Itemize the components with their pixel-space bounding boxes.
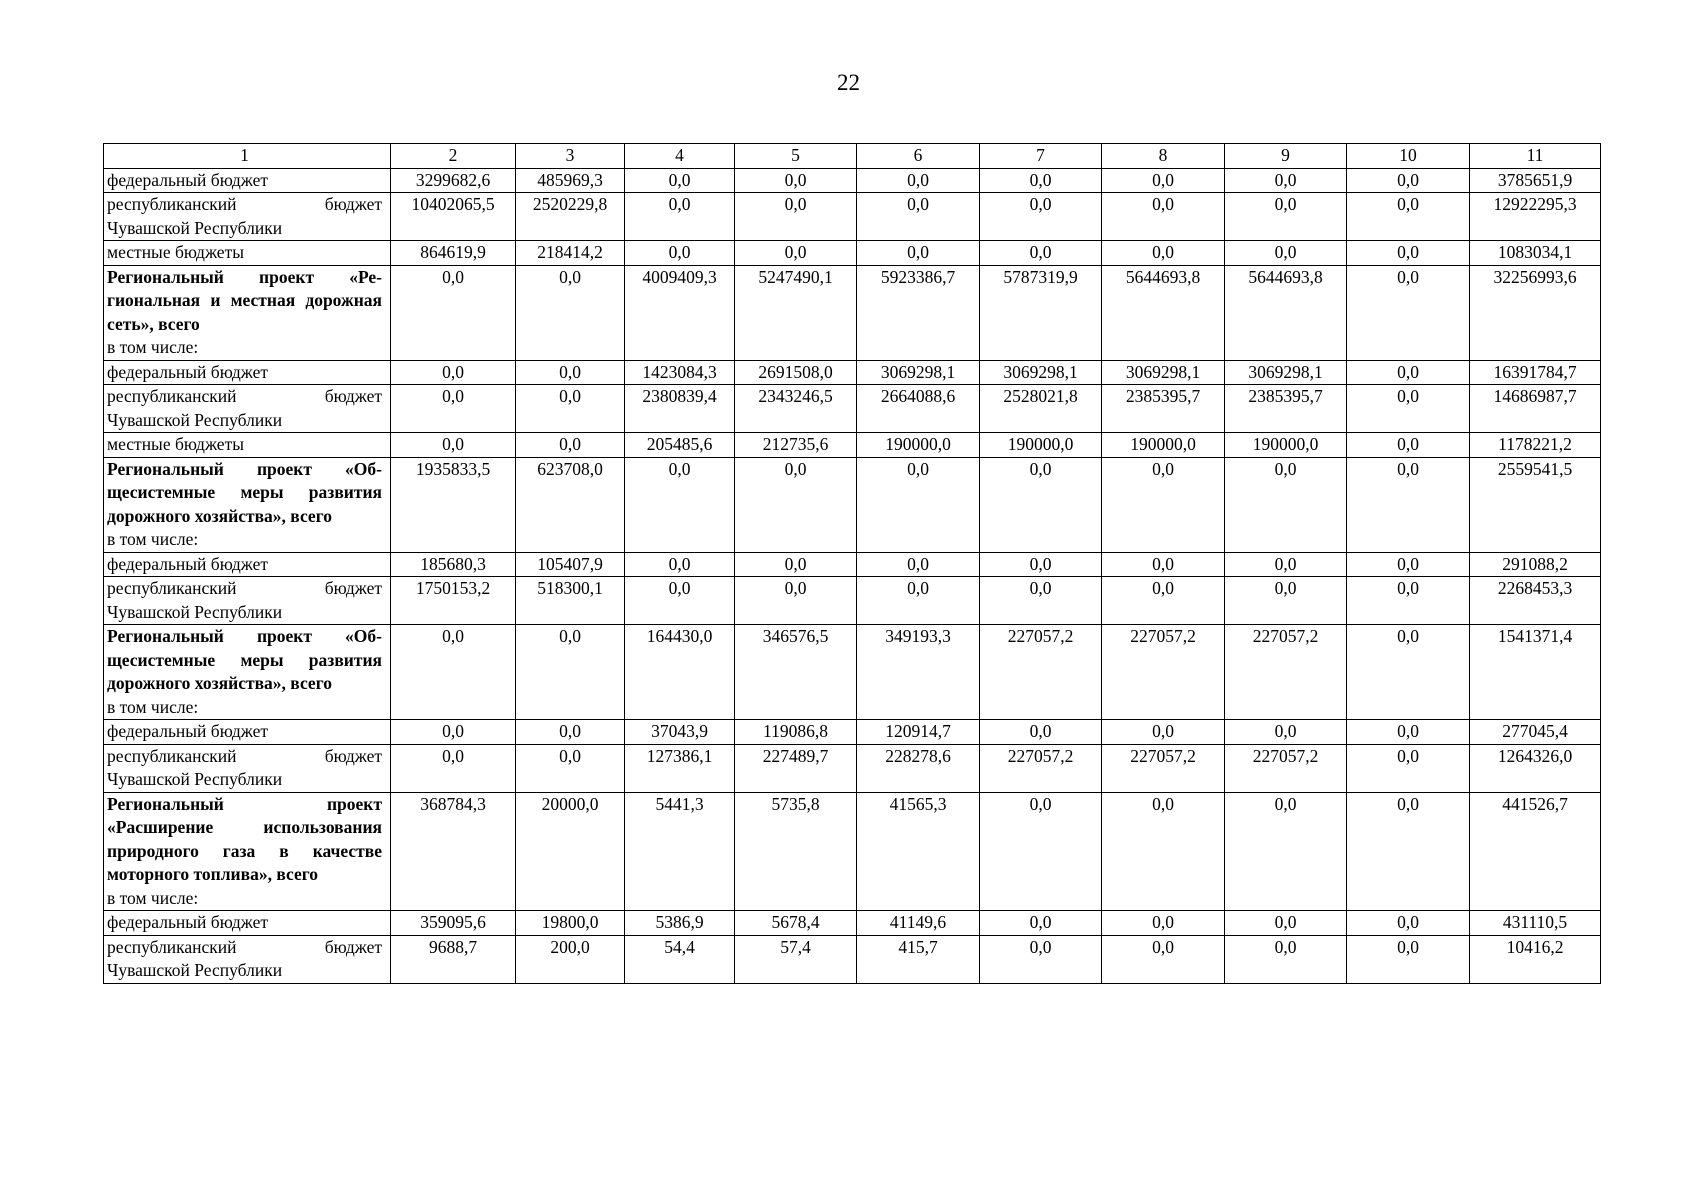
value-cell: 2380839,4	[625, 385, 735, 433]
value-cell: 10402065,5	[391, 193, 516, 241]
including-note: в том числе:	[107, 887, 199, 908]
value-cell: 0,0	[980, 720, 1102, 745]
budget-source-label: республиканский бюджет Чувашской Республики	[107, 194, 382, 238]
value-cell: 218414,2	[516, 241, 625, 266]
value-cell: 5787319,9	[980, 265, 1102, 360]
value-cell: 200,0	[516, 935, 625, 983]
value-cell: 0,0	[391, 385, 516, 433]
value-cell: 2559541,5	[1470, 457, 1601, 552]
value-cell: 2664088,6	[857, 385, 980, 433]
value-cell: 0,0	[1347, 457, 1470, 552]
value-cell: 227057,2	[980, 625, 1102, 720]
project-title: Региональный проект «Общесистемные меры развития дорожного хозяйства», всего	[107, 626, 382, 693]
value-cell: 0,0	[1347, 577, 1470, 625]
value-cell: 0,0	[1347, 625, 1470, 720]
value-cell: 0,0	[1102, 457, 1225, 552]
project-total-row	[104, 792, 1601, 911]
value-cell: 0,0	[1102, 911, 1225, 936]
budget-source-label: республиканский бюджет Чувашской Республики	[107, 578, 382, 622]
value-cell: 0,0	[857, 193, 980, 241]
value-cell: 0,0	[980, 577, 1102, 625]
value-cell: 228278,6	[857, 744, 980, 792]
budget-source-label: федеральный бюджет	[107, 912, 269, 932]
value-cell: 190000,0	[1225, 433, 1347, 458]
value-cell: 0,0	[735, 577, 857, 625]
value-cell: 5386,9	[625, 911, 735, 936]
project-title: Региональный проект «Общесистемные меры развития дорожного хозяйства», всего	[107, 458, 382, 526]
value-cell: 120914,7	[857, 720, 980, 745]
budget-source-row	[104, 911, 1601, 936]
value-cell: 5441,3	[625, 792, 735, 911]
row-label-cell	[104, 552, 391, 577]
budget-source-row	[104, 935, 1601, 983]
column-number-header: 7	[980, 144, 1102, 169]
value-cell: 5678,4	[735, 911, 857, 936]
project-title: Региональный проект «Региональная и местная дорожная сеть», всего	[107, 266, 382, 334]
value-cell: 0,0	[516, 265, 625, 360]
value-cell: 291088,2	[1470, 552, 1601, 577]
column-number-header: 5	[735, 144, 857, 169]
budget-source-label: республиканский бюджет Чувашской Республики	[107, 386, 382, 430]
row-label-cell	[104, 720, 391, 745]
row-label-cell	[104, 433, 391, 458]
value-cell: 5735,8	[735, 792, 857, 911]
column-number-header: 11	[1470, 144, 1601, 169]
value-cell: 349193,3	[857, 625, 980, 720]
value-cell: 1935833,5	[391, 457, 516, 552]
value-cell: 0,0	[625, 552, 735, 577]
row-label-cell	[104, 265, 391, 360]
value-cell: 0,0	[1102, 552, 1225, 577]
budget-source-row	[104, 360, 1601, 385]
value-cell: 5247490,1	[735, 265, 857, 360]
value-cell: 227489,7	[735, 744, 857, 792]
value-cell: 2385395,7	[1102, 385, 1225, 433]
value-cell: 10416,2	[1470, 935, 1601, 983]
row-label-cell	[104, 193, 391, 241]
value-cell: 0,0	[980, 457, 1102, 552]
value-cell: 0,0	[1347, 911, 1470, 936]
project-total-row	[104, 457, 1601, 552]
value-cell: 0,0	[857, 457, 980, 552]
value-cell: 0,0	[1102, 193, 1225, 241]
value-cell: 5644693,8	[1225, 265, 1347, 360]
column-number-header: 8	[1102, 144, 1225, 169]
value-cell: 0,0	[980, 241, 1102, 266]
value-cell: 227057,2	[1102, 625, 1225, 720]
value-cell: 0,0	[1225, 457, 1347, 552]
value-cell: 518300,1	[516, 577, 625, 625]
value-cell: 0,0	[980, 552, 1102, 577]
value-cell: 105407,9	[516, 552, 625, 577]
value-cell: 0,0	[1225, 935, 1347, 983]
value-cell: 0,0	[857, 552, 980, 577]
value-cell: 0,0	[1347, 744, 1470, 792]
value-cell: 0,0	[1347, 241, 1470, 266]
budget-source-label: федеральный бюджет	[107, 721, 269, 741]
value-cell: 0,0	[391, 433, 516, 458]
budget-source-row	[104, 433, 1601, 458]
value-cell: 1423084,3	[625, 360, 735, 385]
project-title: Региональный проект «Расширение использования природного газа в качестве моторного топлива», всего	[107, 793, 382, 884]
value-cell: 0,0	[1347, 360, 1470, 385]
value-cell: 227057,2	[980, 744, 1102, 792]
including-note: в том числе:	[107, 696, 199, 717]
value-cell: 0,0	[516, 625, 625, 720]
value-cell: 368784,3	[391, 792, 516, 911]
value-cell: 54,4	[625, 935, 735, 983]
value-cell: 164430,0	[625, 625, 735, 720]
value-cell: 3785651,9	[1470, 168, 1601, 193]
value-cell: 2343246,5	[735, 385, 857, 433]
value-cell: 1264326,0	[1470, 744, 1601, 792]
value-cell: 0,0	[980, 911, 1102, 936]
value-cell: 14686987,7	[1470, 385, 1601, 433]
row-label-cell	[104, 457, 391, 552]
value-cell: 1083034,1	[1470, 241, 1601, 266]
value-cell: 415,7	[857, 935, 980, 983]
value-cell: 5644693,8	[1102, 265, 1225, 360]
value-cell: 185680,3	[391, 552, 516, 577]
value-cell: 0,0	[516, 744, 625, 792]
budget-source-label: республиканский бюджет Чувашской Республики	[107, 745, 382, 789]
value-cell: 1750153,2	[391, 577, 516, 625]
value-cell: 277045,4	[1470, 720, 1601, 745]
value-cell: 16391784,7	[1470, 360, 1601, 385]
value-cell: 0,0	[1225, 792, 1347, 911]
value-cell: 0,0	[1225, 720, 1347, 745]
value-cell: 0,0	[391, 625, 516, 720]
row-label-cell	[104, 577, 391, 625]
value-cell: 0,0	[516, 433, 625, 458]
budget-source-row	[104, 577, 1601, 625]
budget-source-row	[104, 168, 1601, 193]
value-cell: 864619,9	[391, 241, 516, 266]
value-cell: 0,0	[857, 168, 980, 193]
value-cell: 127386,1	[625, 744, 735, 792]
budget-table	[103, 143, 1601, 984]
value-cell: 0,0	[735, 457, 857, 552]
page-number: 22	[837, 70, 860, 95]
project-total-row	[104, 625, 1601, 720]
budget-source-label: местные бюджеты	[107, 434, 244, 454]
including-note: в том числе:	[107, 337, 199, 357]
value-cell: 9688,7	[391, 935, 516, 983]
value-cell: 0,0	[516, 720, 625, 745]
column-number-header: 10	[1347, 144, 1470, 169]
value-cell: 0,0	[516, 360, 625, 385]
budget-source-label: федеральный бюджет	[107, 553, 269, 574]
column-number-header: 9	[1225, 144, 1347, 169]
value-cell: 0,0	[1347, 385, 1470, 433]
project-total-row	[104, 265, 1601, 360]
budget-source-row	[104, 720, 1601, 745]
table-body	[104, 144, 1601, 984]
value-cell: 227057,2	[1225, 744, 1347, 792]
row-label-cell	[104, 744, 391, 792]
budget-source-row	[104, 241, 1601, 266]
value-cell: 0,0	[735, 552, 857, 577]
value-cell: 0,0	[1225, 193, 1347, 241]
value-cell: 3069298,1	[1102, 360, 1225, 385]
value-cell: 190000,0	[980, 433, 1102, 458]
value-cell: 0,0	[391, 744, 516, 792]
value-cell: 0,0	[1225, 552, 1347, 577]
value-cell: 41565,3	[857, 792, 980, 911]
value-cell: 1178221,2	[1470, 433, 1601, 458]
value-cell: 227057,2	[1102, 744, 1225, 792]
value-cell: 485969,3	[516, 168, 625, 193]
value-cell: 2528021,8	[980, 385, 1102, 433]
value-cell: 0,0	[1102, 935, 1225, 983]
value-cell: 0,0	[1102, 577, 1225, 625]
value-cell: 0,0	[857, 241, 980, 266]
including-note: в том числе:	[107, 529, 199, 549]
column-number-header: 6	[857, 144, 980, 169]
value-cell: 2385395,7	[1225, 385, 1347, 433]
value-cell: 0,0	[391, 360, 516, 385]
value-cell: 0,0	[1225, 911, 1347, 936]
column-number-header: 2	[391, 144, 516, 169]
value-cell: 0,0	[1347, 792, 1470, 911]
row-label-cell	[104, 935, 391, 983]
budget-source-label: федеральный бюджет	[107, 361, 269, 382]
value-cell: 19800,0	[516, 911, 625, 936]
value-cell: 5923386,7	[857, 265, 980, 360]
column-number-header: 3	[516, 144, 625, 169]
budget-source-label: федеральный бюджет	[107, 169, 269, 190]
value-cell: 32256993,6	[1470, 265, 1601, 360]
row-label-cell	[104, 168, 391, 193]
value-cell: 190000,0	[1102, 433, 1225, 458]
value-cell: 359095,6	[391, 911, 516, 936]
value-cell: 0,0	[1102, 168, 1225, 193]
value-cell: 431110,5	[1470, 911, 1601, 936]
column-number-header: 1	[104, 144, 391, 169]
row-label-cell	[104, 911, 391, 936]
value-cell: 0,0	[625, 168, 735, 193]
value-cell: 212735,6	[735, 433, 857, 458]
value-cell: 346576,5	[735, 625, 857, 720]
column-number-header-row	[104, 144, 1601, 169]
budget-source-row	[104, 552, 1601, 577]
value-cell: 0,0	[1102, 792, 1225, 911]
budget-source-label: местные бюджеты	[107, 242, 244, 262]
value-cell: 0,0	[980, 193, 1102, 241]
value-cell: 0,0	[980, 935, 1102, 983]
value-cell: 0,0	[625, 577, 735, 625]
value-cell: 3069298,1	[857, 360, 980, 385]
value-cell: 0,0	[625, 457, 735, 552]
value-cell: 0,0	[735, 168, 857, 193]
value-cell: 0,0	[1347, 433, 1470, 458]
value-cell: 37043,9	[625, 720, 735, 745]
value-cell: 441526,7	[1470, 792, 1601, 911]
value-cell: 12922295,3	[1470, 193, 1601, 241]
value-cell: 0,0	[1347, 265, 1470, 360]
value-cell: 0,0	[1102, 241, 1225, 266]
value-cell: 227057,2	[1225, 625, 1347, 720]
value-cell: 0,0	[1225, 168, 1347, 193]
value-cell: 190000,0	[857, 433, 980, 458]
value-cell: 0,0	[1225, 577, 1347, 625]
value-cell: 41149,6	[857, 911, 980, 936]
value-cell: 0,0	[1347, 168, 1470, 193]
value-cell: 2691508,0	[735, 360, 857, 385]
value-cell: 0,0	[1347, 552, 1470, 577]
value-cell: 0,0	[1347, 720, 1470, 745]
value-cell: 0,0	[1225, 241, 1347, 266]
value-cell: 57,4	[735, 935, 857, 983]
value-cell: 3069298,1	[1225, 360, 1347, 385]
value-cell: 20000,0	[516, 792, 625, 911]
row-label-cell	[104, 792, 391, 911]
budget-source-row	[104, 744, 1601, 792]
value-cell: 205485,6	[625, 433, 735, 458]
value-cell: 0,0	[1347, 193, 1470, 241]
value-cell: 0,0	[857, 577, 980, 625]
value-cell: 0,0	[516, 385, 625, 433]
value-cell: 4009409,3	[625, 265, 735, 360]
row-label-cell	[104, 360, 391, 385]
value-cell: 0,0	[735, 193, 857, 241]
row-label-cell	[104, 385, 391, 433]
value-cell: 0,0	[1102, 720, 1225, 745]
value-cell: 0,0	[980, 792, 1102, 911]
value-cell: 0,0	[625, 241, 735, 266]
row-label-cell	[104, 241, 391, 266]
value-cell: 0,0	[980, 168, 1102, 193]
value-cell: 0,0	[1347, 935, 1470, 983]
value-cell: 0,0	[391, 720, 516, 745]
value-cell: 2268453,3	[1470, 577, 1601, 625]
column-number-header: 4	[625, 144, 735, 169]
value-cell: 0,0	[391, 265, 516, 360]
value-cell: 119086,8	[735, 720, 857, 745]
value-cell: 3299682,6	[391, 168, 516, 193]
value-cell: 3069298,1	[980, 360, 1102, 385]
value-cell: 0,0	[735, 241, 857, 266]
value-cell: 2520229,8	[516, 193, 625, 241]
value-cell: 623708,0	[516, 457, 625, 552]
row-label-cell	[104, 625, 391, 720]
budget-source-row	[104, 385, 1601, 433]
value-cell: 1541371,4	[1470, 625, 1601, 720]
value-cell: 0,0	[625, 193, 735, 241]
budget-source-label: республиканский бюджет Чувашской Республики	[107, 936, 382, 980]
budget-source-row	[104, 193, 1601, 241]
